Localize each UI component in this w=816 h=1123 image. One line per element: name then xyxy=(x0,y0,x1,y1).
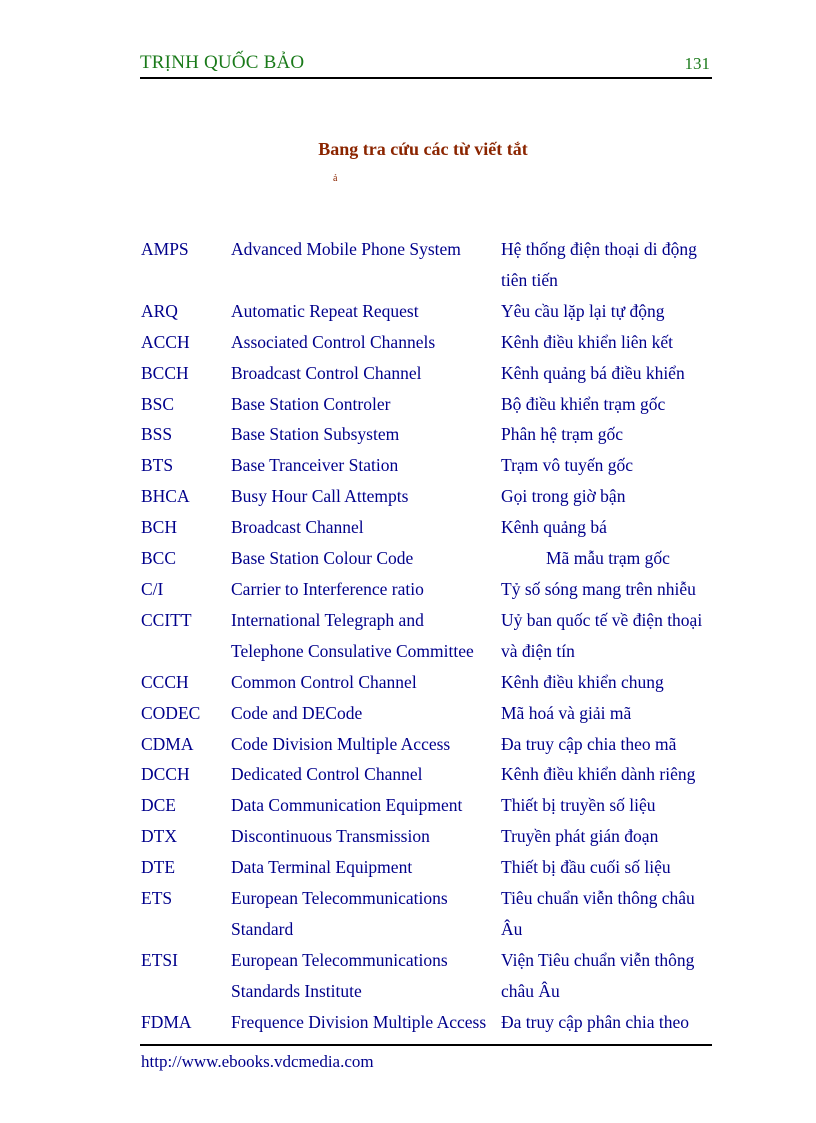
abbreviation-cell: ETSI xyxy=(141,949,178,970)
table-row xyxy=(141,327,713,358)
english-term-cell xyxy=(231,234,501,296)
vietnamese-term-cell: Truyền phát gián đoạn xyxy=(501,826,659,847)
vietnamese-term-cell: Kênh điều khiển chung xyxy=(501,671,664,692)
english-term-line: Data Terminal Equipment xyxy=(231,857,413,878)
abbreviation-cell: ARQ xyxy=(141,300,178,321)
abbreviation-cell: ETS xyxy=(141,888,173,909)
english-term-line: Broadcast Control Channel xyxy=(231,362,422,383)
header-divider xyxy=(140,77,712,79)
abbreviation-cell: BTS xyxy=(141,455,174,476)
vietnamese-term-cell: Mã mẫu trạm gốc xyxy=(546,548,670,569)
vietnamese-term-cell: Yêu cầu lặp lại tự động xyxy=(501,300,665,321)
english-term-cell xyxy=(231,790,501,821)
english-term-line: Standard xyxy=(231,918,294,939)
english-term-cell xyxy=(231,327,501,358)
abbreviation-cell: ACCH xyxy=(141,331,190,352)
abbreviation-cell: CCCH xyxy=(141,671,189,692)
english-term-cell xyxy=(231,1007,501,1038)
english-term-line: International Telegraph and xyxy=(231,609,424,630)
english-term-line: Frequence Division Multiple Access xyxy=(231,1011,487,1032)
english-term-line: Associated Control Channels xyxy=(231,331,436,352)
table-row xyxy=(141,729,713,760)
vietnamese-term-cell: Đa truy cập phân chia theo xyxy=(501,1011,690,1032)
vietnamese-term-cell: Thiết bị đầu cuối số liệu xyxy=(501,857,671,878)
table-row xyxy=(141,945,713,1007)
vietnamese-term-cell: Kênh điều khiển dành riêng xyxy=(501,764,696,785)
table-row xyxy=(141,234,713,296)
table-row xyxy=(141,821,713,852)
vietnamese-term-cell: Gọi trong giờ bận xyxy=(501,486,626,507)
abbreviation-cell: C/I xyxy=(141,578,164,599)
english-term-line: Advanced Mobile Phone System xyxy=(231,239,461,259)
english-term-cell xyxy=(231,358,501,389)
vietnamese-term-cell: Kênh quảng bá điều khiển xyxy=(501,362,685,383)
table-row xyxy=(141,296,713,327)
title-stray-mark: ả xyxy=(333,173,338,184)
abbreviation-cell: CODEC xyxy=(141,702,201,723)
english-term-cell xyxy=(231,883,501,945)
english-term-cell xyxy=(231,543,501,574)
english-term-line: Base Tranceiver Station xyxy=(231,455,399,476)
table-row xyxy=(141,852,713,883)
english-term-cell xyxy=(231,667,501,698)
table-row xyxy=(141,698,713,729)
vietnamese-term-cell: Tiêu chuẩn viễn thông châu Âu xyxy=(501,888,695,939)
english-term-cell xyxy=(231,512,501,543)
abbreviation-cell: CCITT xyxy=(141,609,192,630)
english-term-cell xyxy=(231,574,501,605)
abbreviation-cell: BHCA xyxy=(141,486,190,507)
vietnamese-term-cell: Kênh điều khiển liên kết xyxy=(501,331,674,352)
english-term-line: Dedicated Control Channel xyxy=(231,764,423,785)
abbreviation-cell: FDMA xyxy=(141,1011,192,1032)
abbreviation-cell: DCCH xyxy=(141,764,190,785)
vietnamese-term-cell: Tỷ số sóng mang trên nhiễu xyxy=(501,578,696,599)
abbreviation-cell: BSS xyxy=(141,424,173,445)
english-term-line: Busy Hour Call Attempts xyxy=(231,486,409,507)
abbreviation-cell: CDMA xyxy=(141,733,194,754)
english-term-cell xyxy=(231,389,501,420)
abbreviation-cell: BCH xyxy=(141,517,177,538)
table-row xyxy=(141,574,713,605)
vietnamese-term-cell: Kênh quảng bá xyxy=(501,517,607,538)
english-term-cell xyxy=(231,821,501,852)
english-term-cell xyxy=(231,698,501,729)
abbreviation-table xyxy=(141,234,713,1038)
english-term-line: Base Station Controler xyxy=(231,393,391,414)
english-term-line: Standards Institute xyxy=(231,980,362,1001)
footer-url-link[interactable]: http://www.ebooks.vdcmedia.com xyxy=(141,1052,374,1071)
english-term-cell xyxy=(231,296,501,327)
table-row xyxy=(141,605,713,667)
english-term-line: Data Communication Equipment xyxy=(231,795,463,816)
abbreviation-cell: BCCH xyxy=(141,362,189,383)
table-row xyxy=(141,1007,713,1038)
table-row xyxy=(141,883,713,945)
vietnamese-term-cell: Trạm vô tuyến gốc xyxy=(501,455,634,476)
english-term-cell xyxy=(231,419,501,450)
english-term-line: European Telecommunications xyxy=(231,949,448,970)
table-row xyxy=(141,389,713,420)
page-number: 131 xyxy=(684,54,710,73)
english-term-line: Automatic Repeat Request xyxy=(231,300,419,321)
vietnamese-term-cell: Viện Tiêu chuẩn viễn thông châu Âu xyxy=(501,949,695,1001)
vietnamese-term-cell: Mã hoá và giải mã xyxy=(501,702,632,723)
abbreviation-cell: BSC xyxy=(141,393,175,414)
english-term-line: Code and DECode xyxy=(231,702,363,723)
english-term-line: Broadcast Channel xyxy=(231,517,364,538)
header-author: TRỊNH QUỐC BẢO xyxy=(140,52,305,73)
table-row xyxy=(141,543,713,574)
table-row xyxy=(141,481,713,512)
vietnamese-term-cell: Phân hệ trạm gốc xyxy=(501,424,623,445)
english-term-cell xyxy=(231,945,501,1007)
table-row xyxy=(141,667,713,698)
table-row xyxy=(141,450,713,481)
english-term-line: Code Division Multiple Access xyxy=(231,733,451,754)
english-term-cell xyxy=(231,759,501,790)
english-term-cell xyxy=(231,481,501,512)
english-term-line: Common Control Channel xyxy=(231,671,417,692)
abbreviation-cell: BCC xyxy=(141,548,177,569)
english-term-line: Telephone Consulative Committee xyxy=(231,640,474,661)
table-row xyxy=(141,512,713,543)
english-term-line: European Telecommunications xyxy=(231,888,448,909)
english-term-cell xyxy=(231,852,501,883)
english-term-cell xyxy=(231,605,501,667)
vietnamese-term-cell: Bộ điều khiển trạm gốc xyxy=(501,393,666,414)
english-term-line: Discontinuous Transmission xyxy=(231,826,430,847)
section-title: Bang tra cứu các từ viết tắt xyxy=(318,139,528,159)
table-row xyxy=(141,790,713,821)
english-term-cell xyxy=(231,729,501,760)
vietnamese-term-cell: Hệ thống điện thoại di động tiên tiến xyxy=(501,239,697,290)
abbreviation-cell: DCE xyxy=(141,795,176,816)
abbreviation-cell: DTX xyxy=(141,826,177,847)
vietnamese-term-cell: Uỷ ban quốc tế về điện thoại và điện tín xyxy=(501,609,703,661)
abbreviation-cell: DTE xyxy=(141,857,176,878)
vietnamese-term-cell: Đa truy cập chia theo mã xyxy=(501,733,677,754)
abbreviation-cell: AMPS xyxy=(141,239,189,259)
footer-divider xyxy=(140,1044,712,1046)
vietnamese-term-cell: Thiết bị truyền số liệu xyxy=(501,795,656,816)
table-row xyxy=(141,358,713,389)
english-term-line: Base Station Subsystem xyxy=(231,424,400,445)
table-row xyxy=(141,419,713,450)
page-header xyxy=(140,52,712,78)
english-term-cell xyxy=(231,450,501,481)
english-term-line: Carrier to Interference ratio xyxy=(231,578,424,599)
english-term-line: Base Station Colour Code xyxy=(231,548,414,569)
table-row xyxy=(141,759,713,790)
